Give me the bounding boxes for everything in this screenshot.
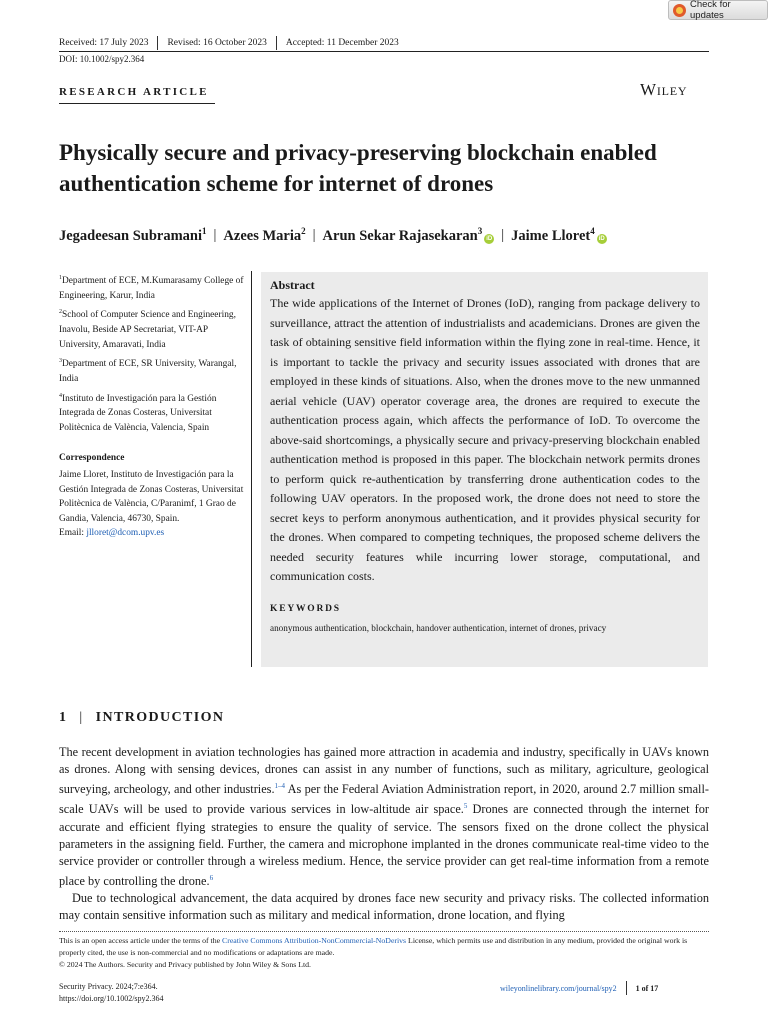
correspondence-heading: Correspondence bbox=[59, 453, 125, 464]
divider bbox=[276, 36, 277, 50]
accepted-date: Accepted: 11 December 2023 bbox=[285, 38, 399, 48]
email-link[interactable]: jlloret@dcom.upv.es bbox=[86, 528, 165, 539]
citation-link[interactable]: 1–4 bbox=[274, 782, 286, 791]
copyright-text: © 2024 The Authors. Security and Privacy published by John Wiley & Sons Ltd. bbox=[59, 960, 311, 969]
author: Jaime Lloret$^4$iD bbox=[511, 226, 605, 244]
citation-link[interactable]: 5 bbox=[463, 802, 468, 811]
footer-right bbox=[500, 981, 658, 995]
journal-site-link[interactable]: wileyonlinelibrary.com/journal/spy2 bbox=[500, 983, 617, 993]
article-type-underline bbox=[59, 103, 215, 104]
header-rule bbox=[59, 51, 709, 52]
affiliation: $^4$Instituto de Investigación para la Gestión Integrada de Zonas Costeras, Universitat Politècnica de València, Valencia, Spain bbox=[59, 392, 217, 433]
section-title: INTRODUCTION bbox=[95, 710, 225, 725]
author-list bbox=[59, 226, 607, 245]
abstract-text: The wide applications of the Internet of Drones (IoD), ranging from package delivery to surveillance, attract the attention of industrialists and academicians. Drones are given the task of obtaining sensitive field information within the flying zone in real-time. Hence, it is important to tackle the privacy and security issues associated with drones that are employed in these kinds of situations. Also, when the drones move to the new unmanned aerial vehicle (UAV) operator coverage area, the drones are required to execute the authentication process again, which affects the performance of IoD. To overcome the above-said shortcomings, a physically secure and privacy-preserving blockchain enabled authentication method is proposed in this paper. The blockchain network permits drones to perform quick re-authentication by transferring drone authentication codes to the following UAV operators. In the proposed work, the drone does not need to store the secret keys to perform anonymous authentication, and it provides physical security for the drones. When compared to competing techniques, the proposed scheme delivers the needed security features while incurring lower storage, computational, and communication costs. bbox=[270, 296, 700, 583]
affiliation: $^1$Department of ECE, M.Kumarasamy College of Engineering, Karur, India bbox=[59, 275, 244, 301]
page-number: 1 of 17 bbox=[635, 983, 659, 993]
affiliation: $^2$School of Computer Science and Engineering, Inavolu, Beside AP Secretariat, VIT-AP University, Amaravati, India bbox=[59, 309, 236, 350]
revised-date: Revised: 16 October 2023 bbox=[167, 38, 267, 48]
author-separator: | bbox=[213, 226, 217, 243]
keywords-heading: KEYWORDS bbox=[270, 603, 341, 614]
crossmark-icon bbox=[673, 4, 686, 17]
correspondence-text: Jaime Lloret, Instituto de Investigación para la Gestión Integrada de Zonas Costeras, Universitat Politècnica de València, C/Paranimf, 1 Grao de Gandia, Valencia, 46730, Spain. Email: jlloret@dcom.upv.es bbox=[59, 470, 244, 539]
section-number: 1 bbox=[59, 710, 68, 725]
body-text bbox=[59, 744, 709, 924]
citation-link[interactable]: 6 bbox=[209, 873, 214, 882]
affiliations bbox=[59, 271, 244, 543]
received-date: Received: 17 July 2023 bbox=[59, 38, 149, 48]
article-type: RESEARCH ARTICLE bbox=[59, 86, 209, 98]
license-link[interactable]: Creative Commons Attribution-NonCommercial-NoDerivs bbox=[222, 936, 407, 945]
article-title: Physically secure and privacy-preserving blockchain enabled authentication scheme for internet of drones bbox=[59, 140, 657, 196]
orcid-icon[interactable]: iD bbox=[486, 235, 493, 242]
paragraph: The recent development in aviation technologies has gained more attraction in academia and industry, specifically in UAVs known as drones. Along with sensing devices, drones can assist in any number of functions, such as military, agriculture, geological surveying, archeology, and other industries.$^{1-4}$ As per the Federal Aviation Administration report, in 2020, around 2.7 million small-scale UAVs will be used to provide various services in low-altitude air space.$^5$ Drones are connected through the internet for accurate and efficient flying strategies to ensure the quality of service. The sensors fixed on the drone collect the physical parameters in the assigning field. Further, the camera and microphone implanted in the drones communicate real-time video to the service provider or controller through a wireless medium. Hence, the service provider can get real-time information from a remote place by controlling the drone.$^6$ bbox=[59, 745, 710, 888]
check-for-updates-label: Check for updates bbox=[690, 0, 731, 21]
affiliation: $^3$Department of ECE, SR University, Warangal, India bbox=[59, 358, 237, 384]
doi: DOI: 10.1002/spy2.364 bbox=[59, 54, 145, 64]
divider bbox=[626, 981, 627, 995]
abstract-heading: Abstract bbox=[270, 278, 315, 292]
paragraph: Due to technological advancement, the data acquired by drones face new security and privacy risks. The collected information may contain sensitive information such as military and medical information, drone location, and flying bbox=[59, 891, 709, 923]
doi-url[interactable]: https://doi.org/10.1002/spy2.364 bbox=[59, 994, 164, 1003]
footnote-rule bbox=[59, 931, 709, 932]
section-separator: | bbox=[79, 710, 84, 725]
abstract-box bbox=[261, 272, 708, 667]
abstract-divider bbox=[251, 271, 252, 667]
license-text: This is an open access article under the terms of the Creative Commons Attribution-NonCommercial-NoDerivs License, which permits use and distribution in any medium, provided the original work is properly cited, the use is non-commercial and no modifications or adaptations are made. bbox=[59, 936, 688, 957]
check-for-updates-button[interactable] bbox=[668, 0, 768, 20]
history-dates bbox=[59, 36, 399, 50]
section-heading bbox=[59, 710, 224, 726]
footer-citation bbox=[59, 981, 164, 1005]
author: Azees Maria$^2$ bbox=[223, 226, 306, 244]
divider bbox=[157, 36, 158, 50]
journal-citation: Security Privacy. 2024;7:e364. bbox=[59, 982, 158, 991]
orcid-icon[interactable]: iD bbox=[598, 235, 605, 242]
keywords: anonymous authentication, blockchain, handover authentication, internet of drones, privacy bbox=[270, 622, 607, 633]
author: Jegadeesan Subramani$^1$ bbox=[59, 226, 207, 244]
author-separator: | bbox=[312, 226, 316, 243]
publisher-logo: Wiley bbox=[640, 80, 688, 99]
author: Arun Sekar Rajasekaran$^3$iD bbox=[322, 226, 493, 244]
license-footnote bbox=[59, 935, 709, 971]
author-separator: | bbox=[501, 226, 505, 243]
